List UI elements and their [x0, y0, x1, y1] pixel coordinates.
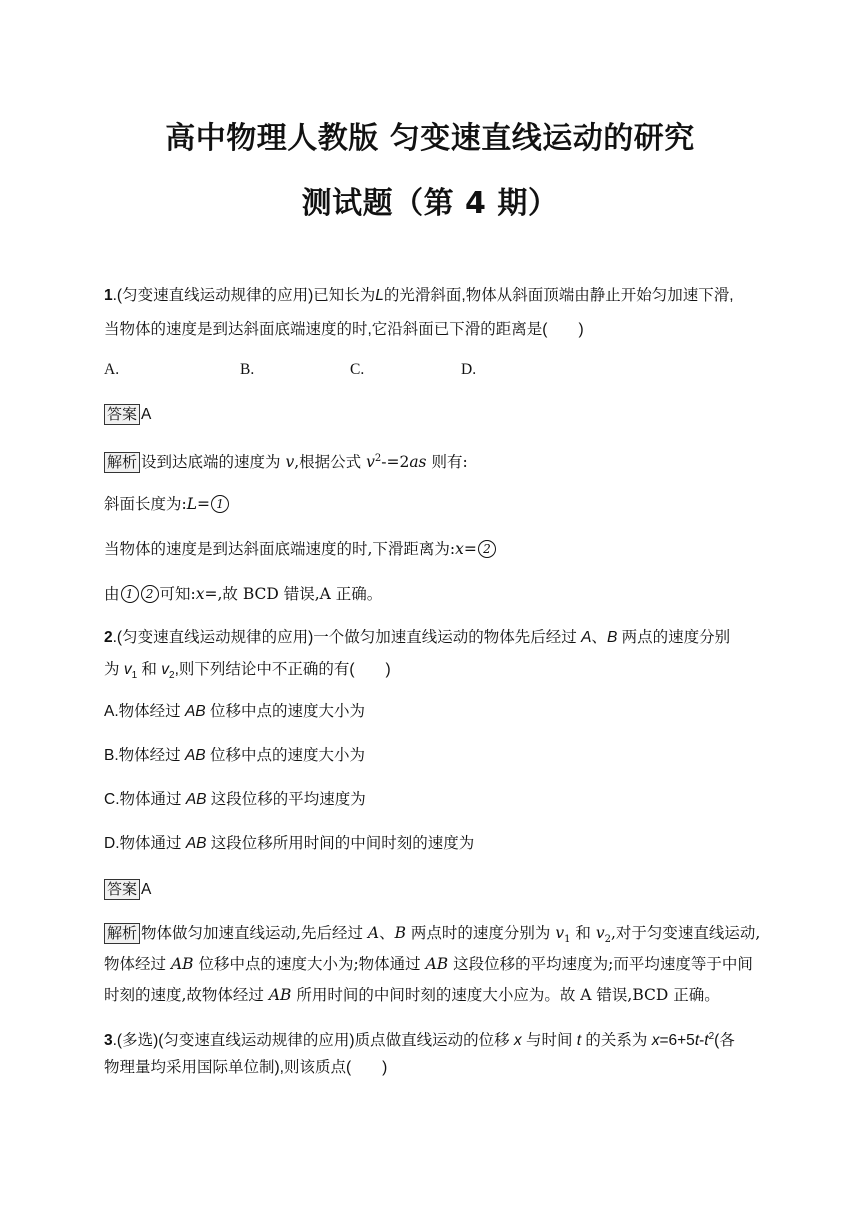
q2-option-b: B.物体经过 AB 位移中点的速度大小为 [104, 747, 365, 764]
circled-number-2: 2 [141, 585, 159, 603]
title-line-2: 测试题（第 4 期） [301, 186, 559, 221]
analysis-tag: 解析 [104, 452, 140, 473]
q1-analysis-line-1: 解析 设到达底端的速度为 v,根据公式 $v^2-=2as$ 则有: [104, 449, 468, 473]
q1-option-d: D. [461, 361, 477, 378]
q1-analysis-line-4: 由 1 2 可知:x=,故 BCD 错误,A 正确。 [104, 585, 383, 603]
q1-answer: 答案 A [104, 404, 151, 425]
q1-stem-line-2: 当物体的速度是到达斜面底端速度的时,它沿斜面已下滑的距离是( ) [104, 321, 584, 338]
circled-number-1: 1 [121, 585, 139, 603]
q2-stem-line-2: 为 $v_1$ 和 $v_2$,则下列结论中不正确的有( ) [104, 661, 391, 682]
q1-option-c: C. [350, 361, 365, 378]
q3-stem-line-1: 3.(多选)(匀变速直线运动规律的应用)质点做直线运动的位移 x 与时间 t 的关系为 $x=6+5t-t^2$(各 [104, 1031, 735, 1050]
q2-answer: 答案 A [104, 879, 151, 900]
q3-number: 3 [104, 1032, 113, 1050]
answer-tag: 答案 [104, 879, 140, 900]
analysis-tag: 解析 [104, 923, 140, 944]
q1-option-b: B. [240, 361, 255, 378]
q1-analysis-line-3: 当物体的速度是到达斜面底端速度的时,下滑距离为:x= 2 [104, 539, 497, 559]
q2-analysis-line-1: 解析 物体做匀加速直线运动,先后经过 A、B 两点时的速度分别为 $v_1$ 和 $v_2$,对于匀变速直线运动, [104, 923, 760, 950]
q2-number: 2 [104, 629, 113, 646]
q2-stem-line-1: 2.(匀变速直线运动规律的应用)一个做匀加速直线运动的物体先后经过 A、B 两点的速度分别 [104, 629, 731, 646]
answer-tag: 答案 [104, 404, 140, 425]
q2-analysis-line-3: 时刻的速度,故物体经过 AB 所用时间的中间时刻的速度大小应为。故 A 错误,BCD 正确。 [104, 986, 720, 1004]
circled-number-2: 2 [478, 540, 496, 558]
q3-stem-line-2: 物理量均采用国际单位制),则该质点( ) [104, 1059, 388, 1076]
q1-analysis-line-2: 斜面长度为:L= 1 [104, 494, 230, 514]
q2-analysis-line-2: 物体经过 AB 位移中点的速度大小为;物体通过 AB 这段位移的平均速度为;而平均速度等于中间 [104, 955, 753, 973]
q1-stem-line-1: 1.(匀变速直线运动规律的应用)已知长为L的光滑斜面,物体从斜面顶端由静止开始匀加速下滑, [104, 287, 734, 304]
q2-option-a: A.物体经过 AB 位移中点的速度大小为 [104, 703, 365, 720]
title-line-1: 高中物理人教版 匀变速直线运动的研究 [165, 121, 695, 156]
q1-number: 1 [104, 287, 113, 304]
q1-option-a: A. [104, 361, 120, 378]
q2-option-d: D.物体通过 AB 这段位移所用时间的中间时刻的速度为 [104, 835, 475, 852]
circled-number-1: 1 [211, 495, 229, 513]
q2-option-c: C.物体通过 AB 这段位移的平均速度为 [104, 791, 366, 808]
